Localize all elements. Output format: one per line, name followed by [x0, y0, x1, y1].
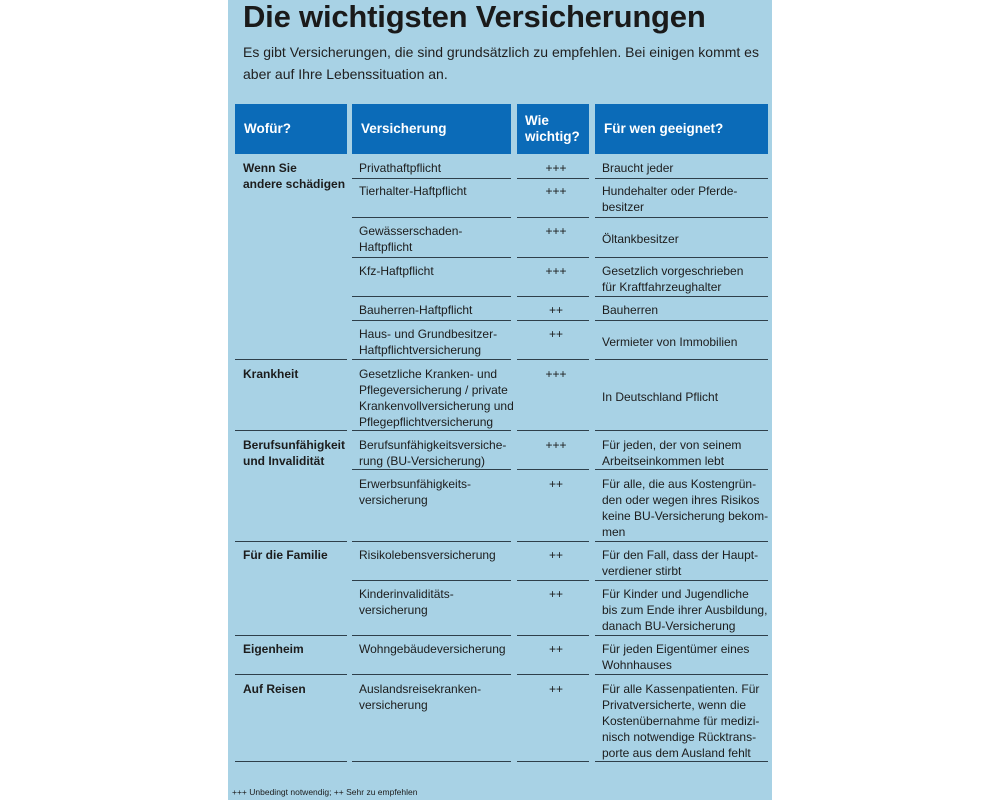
row-divider	[517, 541, 589, 542]
row-divider	[352, 635, 511, 636]
row-divider	[517, 674, 589, 675]
importance-rating: ++	[548, 587, 563, 601]
category-label: Eigenheim	[243, 642, 304, 656]
row-divider	[595, 430, 768, 431]
row-divider	[595, 296, 768, 297]
row-divider	[352, 257, 511, 258]
insurance-name: Wohngebäudeversicherung	[359, 642, 506, 656]
intro-text: Es gibt Versicherungen, die sind grundsätzlich zu empfehlen. Bei einigen kommt es aber auf Ihre Lebenssituation an.	[243, 44, 759, 82]
group-divider	[235, 359, 347, 360]
importance-rating: +++	[545, 161, 567, 175]
row-divider	[352, 469, 511, 470]
group-divider	[235, 541, 347, 542]
suitable-for: Für alle, die aus Kostengrün- den oder wegen ihres Risikos keine BU-Versicherung bekom- men	[602, 477, 769, 539]
importance-rating: +++	[545, 367, 567, 381]
insurance-name: Kfz-Haftpflicht	[359, 264, 434, 278]
row-divider	[517, 320, 589, 321]
row-divider	[595, 635, 768, 636]
insurance-name: Haus- und Grundbesitzer- Haftpflichtversicherung	[359, 327, 498, 357]
suitable-for: Für jeden, der von seinem Arbeitseinkommen lebt	[602, 438, 742, 468]
row-divider	[352, 296, 511, 297]
suitable-for: Für jeden Eigentümer eines Wohnhauses	[602, 642, 750, 672]
category-label: Wenn Sie andere schädigen	[243, 161, 346, 191]
row-divider	[595, 674, 768, 675]
row-divider	[352, 541, 511, 542]
suitable-for: Für alle Kassenpatienten. Für Privatversicherte, wenn die Kostenübernahme für medizi- nisch notwendige Rücktrans- porte aus dem Ausland fehlt	[602, 682, 760, 760]
row-divider	[595, 320, 768, 321]
suitable-for: Für den Fall, dass der Haupt- verdiener stirbt	[602, 548, 759, 578]
row-divider	[517, 359, 589, 360]
importance-rating: +++	[545, 184, 567, 198]
suitable-for: Vermieter von Immobilien	[602, 335, 738, 349]
importance-rating: ++	[548, 548, 563, 562]
row-divider	[595, 359, 768, 360]
insurance-name: Bauherren-Haftpflicht	[359, 303, 473, 317]
category-label: Auf Reisen	[243, 682, 306, 696]
category-label: Für die Familie	[243, 548, 328, 562]
importance-rating: +++	[545, 438, 567, 452]
table-bottom-rule	[352, 761, 511, 762]
table-bottom-rule	[235, 761, 347, 762]
row-divider	[352, 178, 511, 179]
row-divider	[352, 217, 511, 218]
header-category: Wofür?	[235, 104, 347, 154]
insurance-name: Gesetzliche Kranken- und Pflegeversicherung / private Krankenvollversicherung und Pflegepflichtversicherung	[359, 367, 514, 429]
row-divider	[352, 580, 511, 581]
group-divider	[235, 430, 347, 431]
header-importance: Wie wichtig?	[517, 104, 589, 154]
group-divider	[235, 635, 347, 636]
row-divider	[517, 257, 589, 258]
legend-footnote: +++ Unbedingt notwendig; ++ Sehr zu empfehlen	[232, 787, 418, 797]
row-divider	[595, 580, 768, 581]
page-title: Die wichtigsten Versicherungen	[243, 0, 706, 34]
row-divider	[352, 674, 511, 675]
row-divider	[352, 430, 511, 431]
suitable-for: Gesetzlich vorgeschrieben für Kraftfahrzeughalter	[602, 264, 744, 294]
row-divider	[517, 580, 589, 581]
insurance-name: Kinderinvaliditäts- versicherung	[359, 587, 454, 617]
category-label: Berufsunfähigkeit und Invalidität	[243, 438, 346, 468]
row-divider	[517, 296, 589, 297]
insurance-name: Risikolebensversicherung	[359, 548, 496, 562]
row-divider	[595, 217, 768, 218]
insurance-name: Tierhalter-Haftpflicht	[359, 184, 467, 198]
suitable-for: Für Kinder und Jugendliche bis zum Ende ihrer Ausbildung, danach BU-Versicherung	[602, 587, 768, 633]
suitable-for: Öltankbesitzer	[602, 232, 679, 246]
row-divider	[517, 178, 589, 179]
insurance-name: Auslandsreisekranken- versicherung	[359, 682, 482, 712]
header-suitable: Für wen geeignet?	[595, 104, 768, 154]
row-divider	[595, 469, 768, 470]
row-divider	[352, 359, 511, 360]
suitable-for: Hundehalter oder Pferde- besitzer	[602, 184, 738, 214]
category-label: Krankheit	[243, 367, 299, 381]
suitable-for: Braucht jeder	[602, 161, 674, 175]
importance-rating: ++	[548, 303, 563, 317]
row-divider	[517, 217, 589, 218]
header-insurance: Versicherung	[352, 104, 511, 154]
row-divider	[517, 469, 589, 470]
suitable-for: In Deutschland Pflicht	[602, 390, 719, 404]
importance-rating: +++	[545, 224, 567, 238]
row-divider	[517, 635, 589, 636]
importance-rating: ++	[548, 327, 563, 341]
row-divider	[352, 320, 511, 321]
importance-rating: ++	[548, 642, 563, 656]
insurance-name: Berufsunfähigkeitsversiche- rung (BU-Versicherung)	[359, 438, 507, 468]
suitable-for: Bauherren	[602, 303, 659, 317]
row-divider	[595, 178, 768, 179]
insurance-name: Erwerbsunfähigkeits- versicherung	[359, 477, 472, 507]
importance-rating: ++	[548, 682, 563, 696]
table-bottom-rule	[595, 761, 768, 762]
row-divider	[595, 541, 768, 542]
row-divider	[595, 257, 768, 258]
importance-rating: ++	[548, 477, 563, 491]
insurance-name: Gewässerschaden- Haftpflicht	[359, 224, 463, 254]
row-divider	[517, 430, 589, 431]
group-divider	[235, 674, 347, 675]
importance-rating: +++	[545, 264, 567, 278]
insurance-name: Privathaftpflicht	[359, 161, 442, 175]
table-bottom-rule	[517, 761, 589, 762]
